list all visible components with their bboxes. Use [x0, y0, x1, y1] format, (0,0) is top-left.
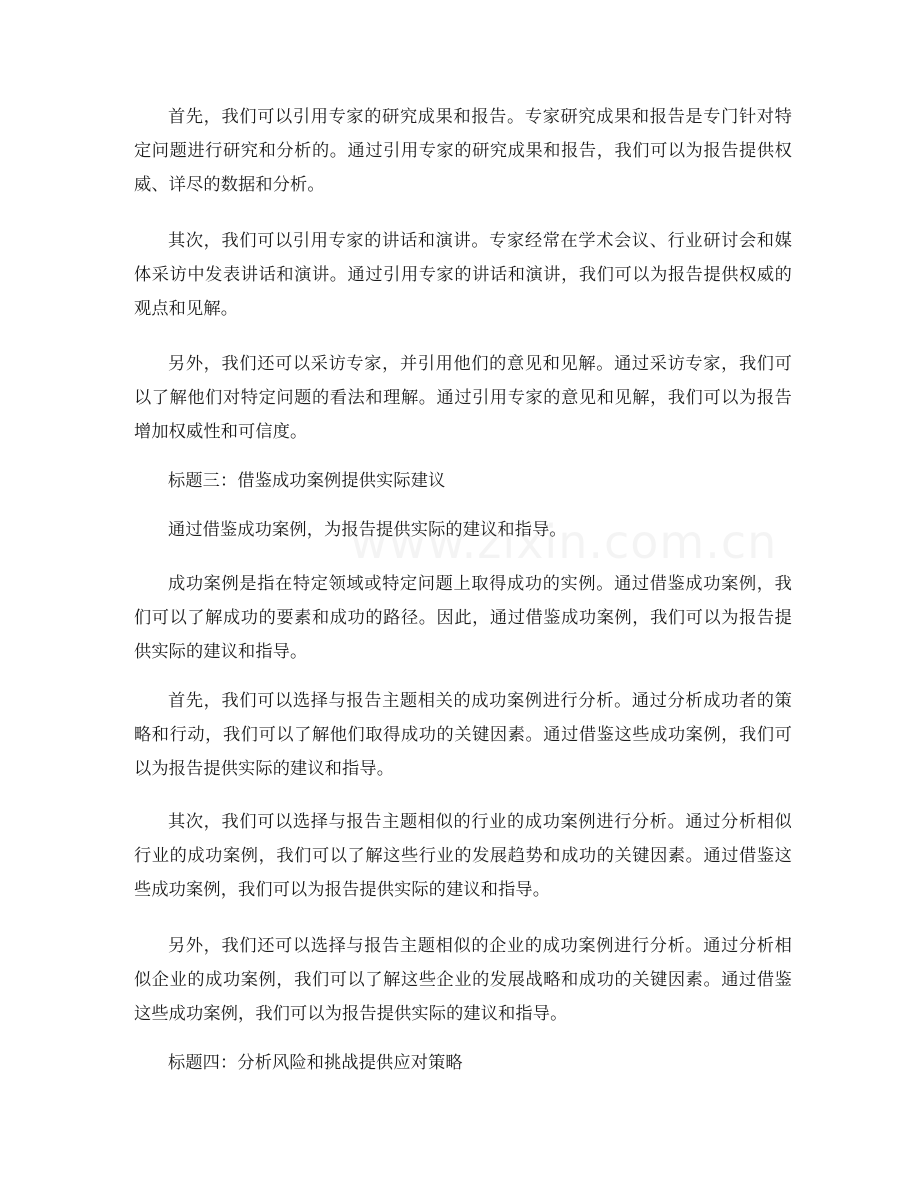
paragraph-expert-speeches: 其次，我们可以引用专家的讲话和演讲。专家经常在学术会议、行业研讨会和媒体采访中发表讲话和演讲。通过引用专家的讲话和演讲，我们可以为报告提供权威的观点和见解。: [134, 231, 792, 319]
paragraph-success-cases-definition: 成功案例是指在特定领域或特定问题上取得成功的实例。通过借鉴成功案例，我们可以了解成功的要素和成功的路径。因此，通过借鉴成功案例，我们可以为报告提供实际的建议和指导。: [134, 574, 792, 662]
paragraph-similar-enterprise-cases: 另外，我们还可以选择与报告主题相似的企业的成功案例进行分析。通过分析相似企业的成功案例，我们可以了解这些企业的发展战略和成功的关键因素。通过借鉴这些成功案例，我们可以为报告提供实际的建议和指导。: [134, 936, 792, 1024]
paragraph-interview-experts: 另外，我们还可以采访专家，并引用他们的意见和见解。通过采访专家，我们可以了解他们对特定问题的看法和理解。通过引用专家的意见和见解，我们可以为报告增加权威性和可信度。: [134, 354, 792, 442]
paragraph-expert-research: 首先，我们可以引用专家的研究成果和报告。专家研究成果和报告是专门针对特定问题进行研究和分析的。通过引用专家的研究成果和报告，我们可以为报告提供权威、详尽的数据和分析。: [134, 107, 792, 195]
heading-section-3: 标题三：借鉴成功案例提供实际建议: [168, 471, 446, 491]
paragraph-related-cases: 首先，我们可以选择与报告主题相关的成功案例进行分析。通过分析成功者的策略和行动，我们可以了解他们取得成功的关键因素。通过借鉴这些成功案例，我们可以为报告提供实际的建议和指导。: [134, 691, 792, 779]
paragraph-section-3-intro: 通过借鉴成功案例，为报告提供实际的建议和指导。: [168, 520, 567, 540]
heading-section-4: 标题四：分析风险和挑战提供应对策略: [168, 1053, 463, 1073]
paragraph-similar-industry-cases: 其次，我们可以选择与报告主题相似的行业的成功案例进行分析。通过分析相似行业的成功案例，我们可以了解这些行业的发展趋势和成功的关键因素。通过借鉴这些成功案例，我们可以为报告提供实际的建议和指导。: [134, 812, 792, 900]
